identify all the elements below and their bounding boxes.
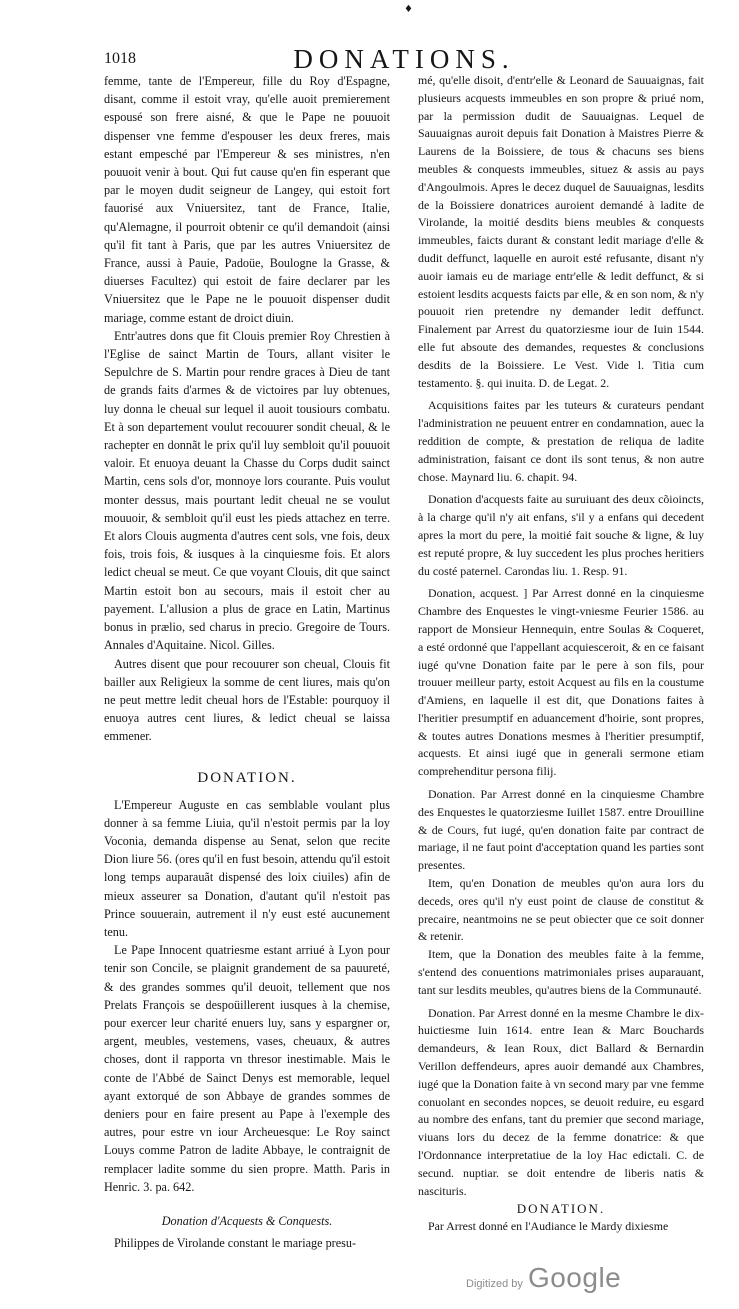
right-column <box>418 72 704 1236</box>
paragraph: Donation. Par Arrest donné en la mesme Chambre le dix-huictiesme Iuin 1614. entre Iean & Marc Bouchards demandeurs, & Iean Roux, dict Ballard & Bernardin Verillon deffendeurs, apres auoir demandé aux Chambres, iugé que la Donation faite à vn second mary par vne femme conuolant en secondes nopces, se deuoit reduire, eu esgard au nombre des enfans, tant du premier que second mariage, viuans lors du decez de la femme donatrice: & que l'Ordonnance interpretatiue de la loy Hac edictali. C. de secund. nuptiar. se doit entendre de liberis natis & nascituris. <box>418 1005 704 1198</box>
paragraph: Item, qu'en Donation de meubles qu'on aura lors du deceds, ores qu'il n'y eust point de clause de constitut & precaire, neantmoins ne se peut obiecter que ce soit donner & retenir. <box>418 876 704 944</box>
section-heading: DONATION. <box>516 1201 606 1217</box>
paragraph: Philippes de Virolande constant le mariage presu- <box>114 1236 357 1251</box>
paragraph: Donation d'acquests faite au suruiuant des deux cõioincts, à la charge qu'il n'y ait enfans, s'il y a enfans qui decedent apres la mort du pere, la moitié fait souche & ligne, & luy est reputé propre, & luy succedent les plus proches heritiers du costé paternel. Carondas liu. 1. Resp. 91. <box>418 492 704 578</box>
paragraph: Donation, acquest. ] Par Arrest donné en la cinquiesme Chambre des Enquestes le vingt-vniesme Feurier 1586. au rapport de Monsieur Hennequin, entre Soulas & Coqueret, a esté ordonné que l'appellant acquiesceroit, & en ce faisant iugé qu'vne Donation faite par le pere à son fils, pour trouuer meilleur party, estoit Acquest au fils en la coustume d'Amiens, en laquelle il est dit, que Donations faites à l'heritier presumptif en aduancement d'hoirie, sont propres, & toutes autres Donations mesmes à l'heritier presumptif, acquests. Et ainsi iugé que in generali sermone etiam comprehenditur persona filij. <box>418 586 704 779</box>
page-title: DONATIONS. <box>293 44 515 74</box>
top-printer-mark: ♦ <box>404 4 413 15</box>
page-number: 1018 <box>104 50 136 67</box>
paragraph: Par Arrest donné en l'Audiance le Mardy dixiesme <box>428 1219 669 1234</box>
google-logo: Google <box>527 1262 622 1293</box>
paragraph: Entr'autres dons que fit Clouis premier Roy Chrestien à l'Eglise de sainct Martin de Tours, allant visiter le Sepulchre de S. Martin pour rendre graces à Dieu de tant de grands faits d'armes & de victoires par luy obtenues, luy donna le cheual sur lequel il auoit tousiours combatu. Et à son departement voulut recouurer sondit cheual, & le rachepter en donnãt le prix qu'il luy sembloit qu'il pouuoit valoir. Et enuoya deuant la Chasse du Corps dudit sainct Martin, cens sols d'or, monnoye lors courante. Puis voulut monter dessus, mais pourtant ledit cheual ne se voulut mouuoir, & sembloit qu'il eust les pieds attachez en terre. Et alors Clouis augmenta d'autres cent sols, vne fois, deux fois, trois fois, & iusques à la cinquiesme fois. Et alors ledict cheual se meut. Ce que voyant Clouis, dit que sainct Martin estoit bon au secours, mais il estoit cher au payement. L'allusion a plus de grace en Latin, Martinus bonus in prælio, sed charus in precio. Gregoire de Tours. Annales d'Aquitaine. Nicol. Gilles. <box>104 328 390 653</box>
left-column <box>104 72 390 1252</box>
section-subheading: Donation d'Acquests & Conquests. <box>161 1213 333 1228</box>
paragraph: Item, que la Donation des meubles faite à la femme, s'entend des conuentions matrimoniales prises auparauant, tant sur lesdits meubles, qu'autres biens de la Communauté. <box>418 947 704 997</box>
paragraph: Autres disent que pour recouurer son cheual, Clouis fit bailler aux Religieux la somme de cent liures, mais qu'on ne peut mettre ledit cheual hors de l'Estable: pourquoy il enuoya autres cent liures, & ledict cheual se laissa emmener. <box>104 656 390 744</box>
paragraph: L'Empereur Auguste en cas semblable voulant plus donner à sa femme Liuia, qu'il n'estoit permis par la loy Voconia, demanda dispense au Senat, selon que recite Dion liure 56. (ores qu'il en fust besoin, attendu qu'il estoit long temps auparauãt dispensé des loix ciuiles) afin de mieux asseurer sa Donation, d'autant qu'il n'estoit pas Prince souuerain, autrement il n'y eust esté aucunement tenu. <box>104 797 391 939</box>
paragraph: femme, tante de l'Empereur, fille du Roy d'Espagne, disant, comme il estoit vray, qu'elle auoit premierement espousé son frere aisné, & que le Pape ne pouuoit dispenser vne femme d'espouser les deux freres, mais estant empesché par l'Empereur & ses ministres, n'en pouuoit venir à bout. Qui fut cause qu'en fin esperant que par le moyen dudit seigneur de Langey, qui estoit fort fauorisé aux Vniuersitez, tant de France, Italie, qu'Alemagne, il pourroit obtenir ce qu'il demandoit (ainsi qu'il fit tant à Paris, que par les autres Vniuersitez de France, aussi à Pauie, Padoüe, Boulogne la Grasse, & diuerses Facultez) qui estoit de faire declarer par les Vniuersitez que le Pape ne le pouuoit dispenser dudit mariage, comme estant de droict diuin. <box>104 74 390 325</box>
paragraph: Acquisitions faites par les tuteurs & curateurs pendant l'administration ne peuuent entrer en condamnation, auec la reddition de compte, & prestation de reliqua de ladite administration, faisant ce dont ils sont tenus, & non autre chose. Maynard liu. 6. chapit. 94. <box>418 398 704 484</box>
paragraph: Le Pape Innocent quatriesme estant arriué à Lyon pour tenir son Concile, se plaignit grandement de sa pauureté, & des grandes sommes qu'il deuoit, tellement que nos Prelats François se despoüillerent iusques à la chemise, pour exercer leur charité enuers luy, sans y espargner or, argent, meubles, vestemens, vases, cheuaux, & autres choses, dont il rapporta vn thresor inestimable. Mais le conte de l'Abbé de Sainct Denys est memorable, lequel ayant extorqué de son Abbaye de grandes sommes de deniers pour en faire present au Pape à l'exemple des autres, pour estre vn iour Archeuesque: Le Roy sainct Louys comme Patron de ladite Abbaye, le contraignit de remplacer ladite somme du sien propre. Matth. Paris in Henric. 3. pa. 642. <box>104 943 390 1194</box>
running-header <box>104 44 704 74</box>
google-watermark <box>466 1262 621 1294</box>
section-heading: DONATION. <box>197 769 297 786</box>
digitized-by-label: Digitized by <box>466 1278 523 1290</box>
paragraph: mé, qu'elle disoit, d'entr'elle & Leonard de Sauuaignas, fait plusieurs acquests immeubles en son propre & priué nom, par la permission dudit de Sauuaignas. Lequel de Sauuaignas auroit depuis fait Donation à Maistres Pierre & Laurens de la Boissiere, de tous & chacuns ses biens meubles & conquests immeubles, situez & assis au pays d'Angoulmois. Apres le decez duquel de Sauuaignas, lesdits de la Boissiere donatrices auroient demandé à ladite de Virolande, la moitié desdits biens meubles & conquests immeubles, faicts durant & constant ledit mariage d'elle & dudit deffunct, laquelle en auroit esté refusante, disant n'y auoir iamais eu de mariage entr'elle & ledit deffunct, & si estoient lesdits acquests faicts par elle, & en son nom, & n'y pouuoit rien pretendre ny demander ledit deffunct. Finalement par Arrest du quatorziesme iour de Iuin 1544. elle fut absoute des demandes, requestes & conclusions desdits de la Boissiere. Le Vest. Vide l. Titia cum testamento. §. qui inuita. D. de Legat. 2. <box>418 73 704 390</box>
paragraph: Donation. Par Arrest donné en la cinquiesme Chambre des Enquestes le quatorziesme Iuillet 1587. entre Drouilline & de Cours, fut iugé, qu'en donation faite par contract de mariage, il ne faut point d'acceptation quand les parties sont presentes. <box>418 787 704 873</box>
